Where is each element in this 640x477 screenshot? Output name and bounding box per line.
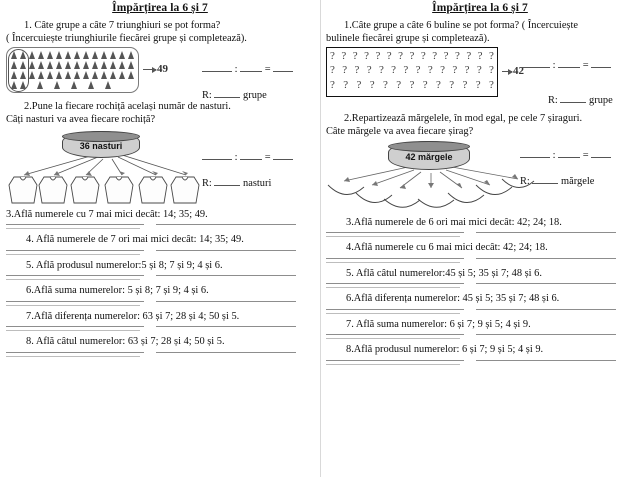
blank-field[interactable] bbox=[240, 150, 262, 160]
dress-icon bbox=[139, 177, 167, 203]
triangle-icon bbox=[46, 70, 55, 80]
right-q1-answer-unit: grupe bbox=[589, 95, 613, 106]
bead-string-icon bbox=[384, 199, 420, 207]
dot-icon: ? bbox=[383, 78, 388, 91]
right-q2-answer-unit: mărgele bbox=[561, 176, 595, 187]
arrow-icon bbox=[143, 69, 156, 70]
triangle-icon bbox=[28, 70, 37, 80]
dot-icon: ? bbox=[364, 50, 369, 63]
dot-icon: ? bbox=[452, 64, 458, 77]
triangle-icon bbox=[55, 50, 64, 60]
triangle-icon bbox=[64, 60, 73, 70]
blank-field[interactable] bbox=[214, 88, 240, 98]
triangle-icon bbox=[118, 70, 127, 80]
answer-rule-pair bbox=[326, 258, 634, 259]
answer-rule[interactable] bbox=[476, 258, 616, 259]
right-q2-answer bbox=[520, 148, 611, 187]
answer-rule[interactable] bbox=[326, 338, 460, 339]
dot-icon: ? bbox=[409, 78, 415, 91]
page-title-right: Împărțirea la 6 și 7 bbox=[432, 2, 528, 14]
dot-icon: ? bbox=[386, 50, 392, 63]
dot-icon: ? bbox=[462, 78, 468, 91]
right-exercise-8: 8.Află produsul numerelor: 6 și 7; 9 și 5; 4 și 9. bbox=[346, 344, 544, 356]
right-exercise-6: 6.Află diferența numerelor: 45 și 5; 35 și 7; 48 și 6. bbox=[346, 293, 560, 305]
answer-rule[interactable] bbox=[156, 275, 296, 276]
answer-rule[interactable] bbox=[156, 326, 296, 327]
triangle-icon bbox=[55, 60, 64, 70]
triangle-icon bbox=[19, 80, 36, 90]
left-q1-answer-unit: grupe bbox=[243, 90, 267, 101]
equals-symbol: = bbox=[582, 60, 589, 71]
answer-rule[interactable] bbox=[326, 309, 464, 310]
triangle-row bbox=[10, 60, 135, 70]
triangle-icon bbox=[19, 70, 28, 80]
triangle-icon bbox=[100, 70, 109, 80]
triangle-icon bbox=[118, 60, 127, 70]
triangle-icon bbox=[73, 50, 82, 60]
triangle-icon bbox=[46, 60, 55, 70]
triangle-icon bbox=[91, 60, 100, 70]
answer-rule[interactable] bbox=[6, 275, 144, 276]
answer-rule[interactable] bbox=[326, 334, 464, 335]
right-q1-total-value: 42 bbox=[513, 65, 524, 78]
answer-rule[interactable] bbox=[326, 313, 460, 314]
answer-rule[interactable] bbox=[476, 232, 616, 233]
dot-icon: ? bbox=[409, 50, 415, 63]
beads-total-bubble bbox=[388, 141, 470, 170]
dot-icon: ? bbox=[369, 78, 375, 91]
left-exercise-4: 4. Află numerele de 7 ori mai mici decât: 14; 35; 49. bbox=[26, 234, 244, 246]
answer-rule-pair bbox=[6, 326, 314, 327]
answer-rule[interactable] bbox=[326, 232, 464, 233]
dot-icon: ? bbox=[454, 50, 460, 63]
left-q1-answer-label: R: bbox=[202, 90, 212, 101]
blank-field[interactable] bbox=[558, 58, 580, 68]
buttons-total-text: 36 nasturi bbox=[79, 140, 123, 151]
blank-field[interactable] bbox=[558, 148, 580, 158]
dot-icon: ? bbox=[475, 78, 481, 91]
right-exercise-4: 4.Află numerele cu 6 mai mici decât: 42; 24; 18. bbox=[346, 242, 548, 254]
triangle-row bbox=[10, 50, 135, 60]
triangle-grid-box bbox=[6, 47, 139, 93]
dot-icon: ? bbox=[427, 64, 433, 77]
triangle-icon bbox=[19, 60, 28, 70]
right-q1-answer-label: R: bbox=[548, 95, 558, 106]
dot-icon: ? bbox=[489, 78, 494, 91]
buttons-total-bubble bbox=[62, 131, 140, 158]
right-q2-answer-label: R: bbox=[520, 176, 530, 187]
right-q1-answer bbox=[520, 58, 613, 106]
distribution-arrows bbox=[344, 167, 518, 189]
triangle-icon bbox=[109, 50, 118, 60]
answer-rule[interactable] bbox=[6, 326, 144, 327]
triangle-icon bbox=[73, 70, 82, 80]
triangle-icon bbox=[55, 70, 64, 80]
triangle-icon bbox=[109, 60, 118, 70]
beads-total-text: 42 mărgele bbox=[405, 151, 453, 162]
triangle-icon bbox=[19, 50, 28, 60]
blank-field[interactable] bbox=[202, 150, 232, 160]
answer-rule[interactable] bbox=[6, 301, 144, 302]
triangle-icon bbox=[36, 80, 53, 90]
blank-field[interactable] bbox=[240, 62, 262, 72]
dot-icon: ? bbox=[422, 78, 428, 91]
answer-rule[interactable] bbox=[476, 334, 616, 335]
distribution-arrows bbox=[24, 155, 188, 176]
blank-field[interactable] bbox=[532, 174, 558, 184]
answer-rule-pair bbox=[6, 275, 314, 276]
bead-string-icon bbox=[448, 193, 484, 203]
answer-rule-pair bbox=[326, 360, 634, 361]
dress-group bbox=[9, 177, 199, 203]
answer-rule[interactable] bbox=[476, 360, 616, 361]
answer-rule-pair bbox=[326, 232, 634, 233]
triangle-icon bbox=[37, 50, 46, 60]
page-title-left: Împărțirea la 6 și 7 bbox=[112, 2, 208, 14]
dot-icon: ? bbox=[449, 78, 455, 91]
answer-rule-pair bbox=[6, 250, 314, 251]
left-q2-answer bbox=[202, 150, 293, 189]
dot-icon: ? bbox=[398, 50, 404, 63]
dot-icon: ? bbox=[477, 50, 483, 63]
dot-icon: ? bbox=[330, 50, 335, 63]
triangle-icon bbox=[127, 70, 136, 80]
triangle-icon bbox=[82, 60, 91, 70]
equals-symbol: = bbox=[264, 152, 271, 163]
left-exercise-6: 6.Află suma numerelor: 5 și 8; 7 și 9; 4 și 6. bbox=[26, 285, 209, 297]
dress-icon bbox=[105, 177, 133, 203]
triangle-icon bbox=[91, 70, 100, 80]
triangle-icon bbox=[118, 50, 127, 60]
triangle-icon bbox=[28, 60, 37, 70]
left-q2-answer-label: R: bbox=[202, 178, 212, 189]
right-q1-line1: 1.Câte grupe a câte 6 buline se pot forma? ( Încercuiește bbox=[344, 20, 578, 31]
dress-icon bbox=[71, 177, 99, 203]
left-q1-total bbox=[143, 47, 168, 75]
left-exercise-7: 7.Află diferența numerelor: 63 și 7; 28 și 4; 50 și 5. bbox=[26, 310, 240, 322]
triangle-grid bbox=[10, 50, 135, 90]
triangle-icon bbox=[53, 80, 70, 90]
dots-row bbox=[330, 78, 494, 92]
dot-icon: ? bbox=[436, 78, 441, 91]
triangle-icon bbox=[28, 50, 37, 60]
answer-rule[interactable] bbox=[326, 283, 464, 284]
colon-symbol: : bbox=[234, 152, 238, 163]
dots-row bbox=[330, 63, 494, 77]
triangle-icon bbox=[109, 70, 118, 80]
answer-rule[interactable] bbox=[326, 258, 464, 259]
answer-rule[interactable] bbox=[326, 360, 464, 361]
answer-rule-pair bbox=[326, 309, 634, 310]
triangle-icon bbox=[10, 60, 19, 70]
triangle-icon bbox=[127, 50, 136, 60]
colon-symbol: : bbox=[552, 150, 556, 161]
triangle-row bbox=[10, 70, 135, 80]
dress-icon bbox=[171, 177, 199, 203]
triangle-icon bbox=[104, 80, 121, 90]
dot-icon: ? bbox=[341, 50, 347, 63]
left-exercise-list bbox=[6, 209, 314, 357]
right-q2-result bbox=[520, 174, 611, 187]
left-q2-equation bbox=[202, 150, 293, 163]
left-q2-line1: 2.Pune la fiecare rochiță același număr de nasturi. bbox=[24, 101, 231, 113]
dot-icon: ? bbox=[489, 50, 494, 63]
answer-rule[interactable] bbox=[6, 279, 140, 280]
colon-symbol: : bbox=[234, 64, 238, 75]
blank-field[interactable] bbox=[591, 148, 611, 158]
left-q1-equation bbox=[202, 62, 293, 75]
answer-rule[interactable] bbox=[326, 287, 460, 288]
dress-icon bbox=[9, 177, 37, 203]
answer-rule[interactable] bbox=[6, 228, 140, 229]
answer-rule[interactable] bbox=[476, 283, 616, 284]
dot-icon: ? bbox=[342, 64, 348, 77]
dots-grid-box bbox=[326, 47, 498, 97]
answer-rule[interactable] bbox=[6, 356, 140, 357]
left-question-2 bbox=[6, 101, 314, 126]
right-column bbox=[320, 0, 640, 477]
left-q1-line2: ( Încercuiește triunghiurile fiecărei grupe și completează). bbox=[6, 32, 247, 44]
triangle-icon bbox=[46, 50, 55, 60]
dot-icon: ? bbox=[432, 50, 438, 63]
triangle-icon bbox=[70, 80, 87, 90]
blank-field[interactable] bbox=[273, 150, 293, 160]
dot-icon: ? bbox=[443, 50, 449, 63]
right-q2-line2: Câte mărgele va avea fiecare șirag? bbox=[326, 126, 474, 138]
answer-rule[interactable] bbox=[6, 352, 144, 353]
answer-rule[interactable] bbox=[6, 254, 140, 255]
answer-rule[interactable] bbox=[326, 236, 460, 237]
left-exercise-5: 5. Află produsul numerelor:5 și 8; 7 și 9; 4 și 6. bbox=[26, 259, 223, 271]
blank-field[interactable] bbox=[560, 93, 586, 103]
dot-icon: ? bbox=[330, 64, 335, 77]
right-question-2 bbox=[326, 113, 634, 138]
left-exercise-8: 8. Află câtul numerelor: 63 și 7; 28 și 4; 50 și 5. bbox=[26, 336, 225, 348]
answer-rule-pair bbox=[6, 352, 314, 353]
triangle-icon bbox=[10, 50, 19, 60]
bead-string-icon bbox=[476, 185, 512, 195]
dot-icon: ? bbox=[366, 64, 372, 77]
dot-icon: ? bbox=[343, 78, 349, 91]
dot-icon: ? bbox=[403, 64, 409, 77]
answer-rule[interactable] bbox=[476, 309, 616, 310]
colon-symbol: : bbox=[552, 60, 556, 71]
answer-rule[interactable] bbox=[6, 330, 140, 331]
bead-string-icon bbox=[328, 185, 364, 195]
equals-symbol: = bbox=[582, 150, 589, 161]
answer-rule[interactable] bbox=[326, 262, 460, 263]
right-q2-equation bbox=[520, 148, 611, 161]
dot-icon: ? bbox=[464, 64, 470, 77]
right-q1-line2: bulinele fiecărei grupe și completează). bbox=[326, 32, 490, 44]
arrow-icon bbox=[502, 71, 512, 72]
dot-icon: ? bbox=[489, 64, 494, 77]
dot-icon: ? bbox=[330, 78, 335, 91]
dot-icon: ? bbox=[378, 64, 384, 77]
answer-rule[interactable] bbox=[6, 224, 144, 225]
triangle-icon bbox=[73, 60, 82, 70]
left-q1-answer bbox=[202, 62, 293, 101]
blank-field[interactable] bbox=[202, 62, 232, 72]
triangle-icon bbox=[37, 70, 46, 80]
triangle-icon bbox=[87, 80, 104, 90]
dot-icon: ? bbox=[352, 50, 358, 63]
dot-icon: ? bbox=[391, 64, 397, 77]
triangle-icon bbox=[82, 50, 91, 60]
dot-icon: ? bbox=[356, 78, 362, 91]
triangle-icon bbox=[82, 70, 91, 80]
answer-rule-pair bbox=[326, 283, 634, 284]
left-q2-result bbox=[202, 176, 293, 189]
blank-field[interactable] bbox=[214, 176, 240, 186]
right-exercise-list bbox=[326, 217, 634, 365]
blank-field[interactable] bbox=[591, 58, 611, 68]
dot-icon: ? bbox=[415, 64, 421, 77]
blank-field[interactable] bbox=[273, 62, 293, 72]
answer-rule-pair bbox=[6, 301, 314, 302]
equals-symbol: = bbox=[264, 64, 271, 75]
right-exercise-5: 5. Află câtul numerelor:45 și 5; 35 și 7; 48 și 6. bbox=[346, 267, 542, 279]
answer-rule[interactable] bbox=[156, 250, 296, 251]
dot-icon: ? bbox=[354, 64, 360, 77]
answer-rule[interactable] bbox=[156, 224, 296, 225]
answer-rule[interactable] bbox=[6, 305, 140, 306]
dot-icon: ? bbox=[440, 64, 445, 77]
triangle-icon bbox=[64, 50, 73, 60]
dress-icon bbox=[39, 177, 67, 203]
blank-field[interactable] bbox=[520, 58, 550, 68]
dot-icon: ? bbox=[466, 50, 472, 63]
answer-rule-pair bbox=[6, 224, 314, 225]
left-q1-line1: 1. Câte grupe a câte 7 triunghiuri se pot forma? bbox=[24, 20, 221, 31]
right-exercise-3: 3.Află numerele de 6 ori mai mici decât: 42; 24; 18. bbox=[346, 216, 562, 228]
triangle-icon bbox=[100, 50, 109, 60]
triangle-row bbox=[10, 80, 135, 90]
triangle-icon bbox=[37, 60, 46, 70]
left-q2-line2: Câți nasturi va avea fiecare rochiță? bbox=[6, 114, 156, 126]
dot-icon: ? bbox=[476, 64, 482, 77]
left-q1-total-value: 49 bbox=[157, 63, 168, 76]
triangle-icon bbox=[64, 70, 73, 80]
dot-icon: ? bbox=[420, 50, 426, 63]
blank-field[interactable] bbox=[520, 148, 550, 158]
left-q2-answer-unit: nasturi bbox=[243, 178, 272, 189]
answer-rule-pair bbox=[326, 334, 634, 335]
left-q1-result bbox=[202, 88, 293, 101]
triangle-icon bbox=[10, 80, 19, 90]
triangle-icon bbox=[10, 70, 19, 80]
bead-string-icon bbox=[418, 199, 454, 207]
answer-rule[interactable] bbox=[156, 352, 296, 353]
triangle-icon bbox=[91, 50, 100, 60]
right-question-1 bbox=[326, 20, 634, 45]
left-question-1 bbox=[6, 20, 314, 45]
dot-icon: ? bbox=[396, 78, 402, 91]
dots-row bbox=[330, 49, 494, 63]
answer-rule[interactable] bbox=[326, 364, 460, 365]
left-exercise-3: 3.Află numerele cu 7 mai mici decât: 14; 35; 49. bbox=[6, 208, 208, 220]
dot-icon: ? bbox=[375, 50, 381, 63]
right-q1-result bbox=[548, 93, 613, 106]
right-q2-line1: 2.Repartizează mărgelele, în mod egal, pe cele 7 șiraguri. bbox=[344, 113, 583, 125]
triangle-icon bbox=[127, 60, 136, 70]
right-q1-equation bbox=[520, 58, 613, 71]
triangle-icon bbox=[100, 60, 109, 70]
answer-rule[interactable] bbox=[156, 301, 296, 302]
right-exercise-7: 7. Află suma numerelor: 6 și 7; 9 și 5; 4 și 9. bbox=[346, 318, 531, 330]
answer-rule[interactable] bbox=[6, 250, 144, 251]
